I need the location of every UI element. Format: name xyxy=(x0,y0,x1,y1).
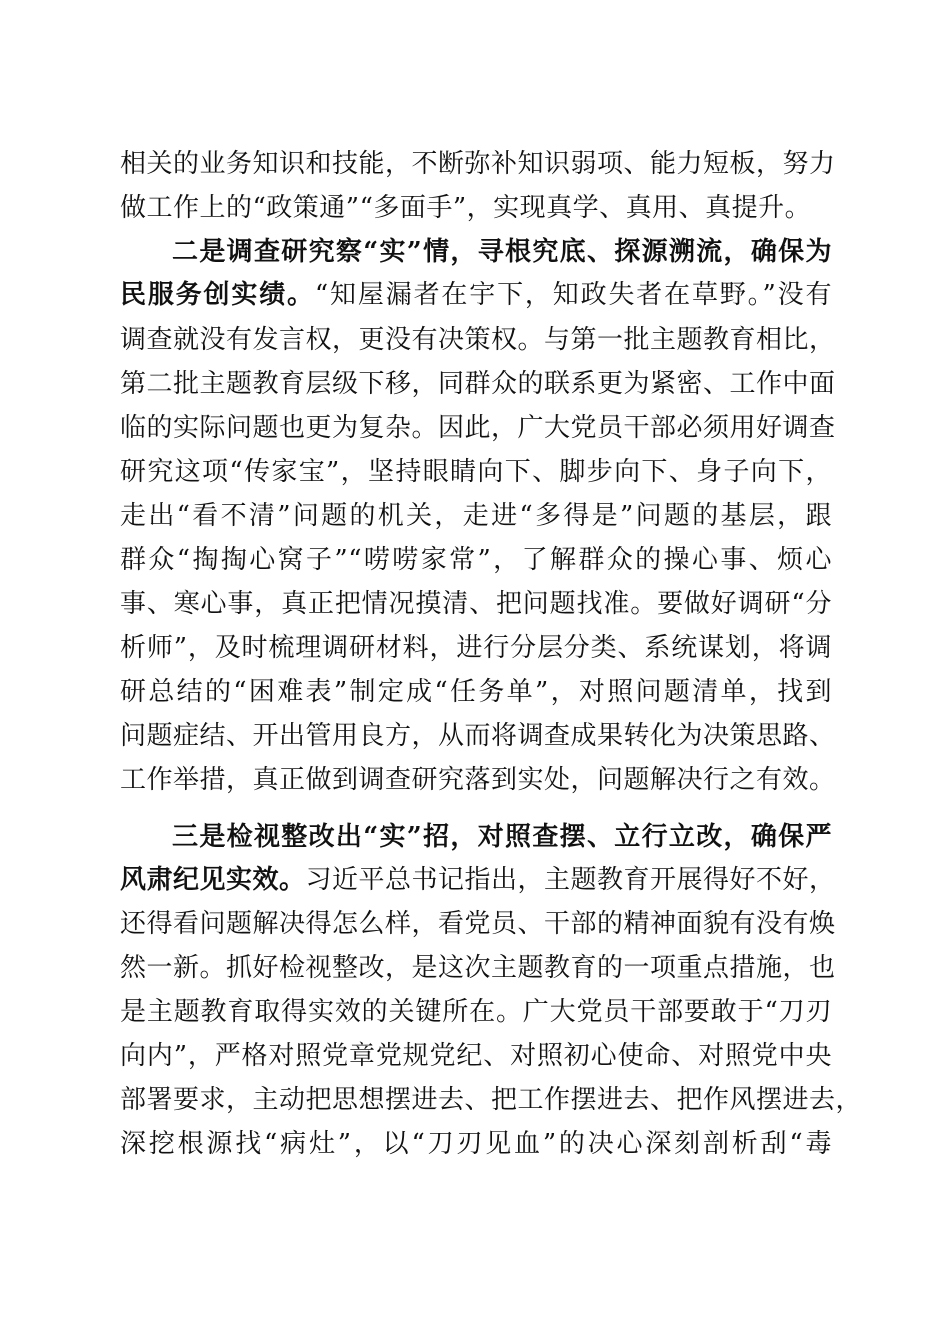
paragraph-2-line-10: 析师”，及时梳理调研材料，进行分层分类、系统谋划，将调 xyxy=(120,633,832,663)
paragraph-2-line-7: 走出“看不清”问题的机关，走进“多得是”问题的基层，跟 xyxy=(120,501,832,531)
paragraph-2-line-8: 群众“掏掏心窝子”“唠唠家常”，了解群众的操心事、烦心 xyxy=(120,545,832,575)
paragraph-2-line-3: 调查就没有发言权，更没有决策权。与第一批主题教育相比， xyxy=(120,325,836,355)
paragraph-3-line-6: 向内”，严格对照党章党规党纪、对照初心使命、对照党中央 xyxy=(120,1041,832,1071)
paragraph-2-line-5: 临的实际问题也更为复杂。因此，广大党员干部必须用好调查 xyxy=(120,413,836,443)
paragraph-2-line-2-rest: “知屋漏者在宇下，知政失者在草野。”没有 xyxy=(314,280,832,310)
paragraph-3-line-8: 深挖根源找“病灶”，以“刀刃见血”的决心深刻剖析刮“毒 xyxy=(120,1129,832,1159)
paragraph-1-line-2: 做工作上的“政策通”“多面手”，实现真学、真用、真提升。 xyxy=(120,193,812,223)
paragraph-2-line-4: 第二批主题教育层级下移，同群众的联系更为紧密、工作中面 xyxy=(120,369,836,399)
paragraph-2-line-2 xyxy=(120,273,832,317)
paragraph-1-line-1: 相关的业务知识和技能，不断弥补知识弱项、能力短板，努力 xyxy=(120,149,836,179)
paragraph-2-line-9: 事、寒心事，真正把情况摸清、把问题找准。要做好调研“分 xyxy=(120,589,832,619)
paragraph-2-line-11: 研总结的“困难表”制定成“任务单”，对照问题清单，找到 xyxy=(120,677,832,707)
paragraph-3-line-1: 三是检视整改出“实”招，对照查摆、立行立改，确保严 xyxy=(172,822,832,852)
paragraph-2-line-6: 研究这项“传家宝”，坚持眼睛向下、脚步向下、身子向下， xyxy=(120,457,832,487)
paragraph-3-line-2-rest: 习近平总书记指出，主题教育开展得好不好， xyxy=(305,865,836,895)
paragraph-2-line-1: 二是调查研究察“实”情，寻根究底、探源溯流，确保为 xyxy=(172,237,832,267)
paragraph-2-line-12: 问题症结、开出管用良方，从而将调查成果转化为决策思路、 xyxy=(120,721,836,751)
paragraph-3-line-7: 部署要求，主动把思想摆进去、把工作摆进去、把作风摆进去， xyxy=(120,1085,863,1115)
paragraph-2-heading-tail: 民服务创实绩。 xyxy=(120,280,315,310)
paragraph-3-line-2 xyxy=(120,858,836,902)
paragraph-3-line-4: 然一新。抓好检视整改，是这次主题教育的一项重点措施，也 xyxy=(120,953,836,983)
paragraph-3-heading-tail: 风肃纪见实效。 xyxy=(120,865,306,895)
paragraph-2-line-13: 工作举措，真正做到调查研究落到实处，问题解决行之有效。 xyxy=(120,765,836,795)
paragraph-3-line-5: 是主题教育取得实效的关键所在。广大党员干部要敢于“刀刃 xyxy=(120,997,832,1027)
paragraph-3-line-3: 还得看问题解决得怎么样，看党员、干部的精神面貌有没有焕 xyxy=(120,909,836,939)
